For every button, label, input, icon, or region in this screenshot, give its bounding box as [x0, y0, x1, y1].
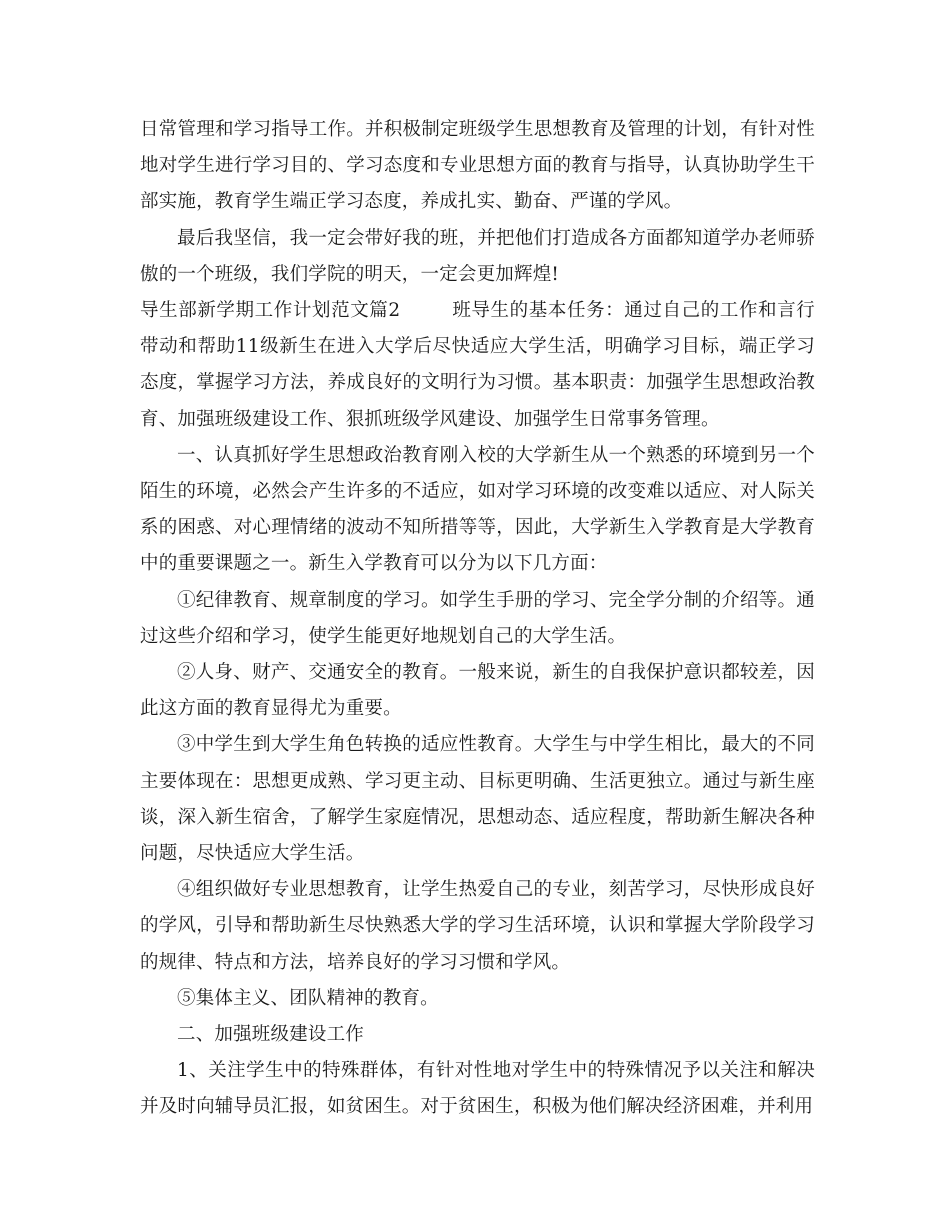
- section-title: 导生部新学期工作计划范文篇2: [140, 300, 401, 322]
- paragraph-conclusion: 最后我坚信，我一定会带好我的班，并把他们打造成各方面都知道学办老师骄傲的一个班级，我们学院的明天，一定会更加辉煌!: [140, 227, 815, 285]
- paragraph-item-4: ④组织做好专业思想教育，让学生热爱自己的专业，刻苦学习，尽快形成良好的学风，引导和帮助新生尽快熟悉大学的学习生活环境，认识和掌握大学阶段学习的规律、特点和方法，培养良好的学习习惯和学风。: [140, 879, 815, 973]
- paragraph-item-3: ③中学生到大学生角色转换的适应性教育。大学生与中学生相比，最大的不同主要体现在：思想更成熟、学习更主动、目标更明确、生活更独立。通过与新生座谈，深入新生宿舍，了解学生家庭情况，思想动态、适应程度，帮助新生解决各种问题，尽快适应大学生活。: [140, 734, 815, 865]
- paragraph-item-1: ①纪律教育、规章制度的学习。如学生手册的学习、完全学分制的介绍等。通过这些介绍和学习，使学生能更好地规划自己的大学生活。: [140, 589, 815, 647]
- paragraph-item-2: ②人身、财产、交通安全的教育。一般来说，新生的自我保护意识都较差，因此这方面的教育显得尤为重要。: [140, 662, 815, 720]
- paragraph-class-building-heading: 二、加强班级建设工作: [177, 1024, 365, 1046]
- paragraph-section-heading: [140, 293, 815, 438]
- document-body: [140, 112, 815, 1126]
- paragraph-continuation: 日常管理和学习指导工作。并积极制定班级学生思想教育及管理的计划，有针对性地对学生进行学习目的、学习态度和专业思想方面的教育与指导，认真协助学生干部实施，教育学生端正学习态度，养成扎实、勤奋、严谨的学风。: [140, 119, 815, 213]
- section-intro-text: 班导生的基本任务：通过自己的工作和言行带动和帮助11级新生在进入大学后尽快适应大学生活，明确学习目标，端正学习态度，掌握学习方法，养成良好的文明行为习惯。基本职责：加强学生思想政治教育、加强班级建设工作、狠抓班级学风建设、加强学生日常事务管理。: [140, 300, 815, 430]
- paragraph-item-5: ⑤集体主义、团队精神的教育。: [177, 987, 439, 1009]
- paragraph-special-groups: 1、关注学生中的特殊群体，有针对性地对学生中的特殊情况予以关注和解决并及时向辅导员汇报，如贫困生。对于贫困生，积极为他们解决经济困难，并利用: [140, 1060, 815, 1118]
- paragraph-political-education: 一、认真抓好学生思想政治教育刚入校的大学新生从一个熟悉的环境到另一个陌生的环境，必然会产生许多的不适应，如对学习环境的改变难以适应、对人际关系的困惑、对心理情绪的波动不知所措等等，因此，大学新生入学教育是大学教育中的重要课题之一。新生入学教育可以分为以下几方面：: [140, 444, 815, 575]
